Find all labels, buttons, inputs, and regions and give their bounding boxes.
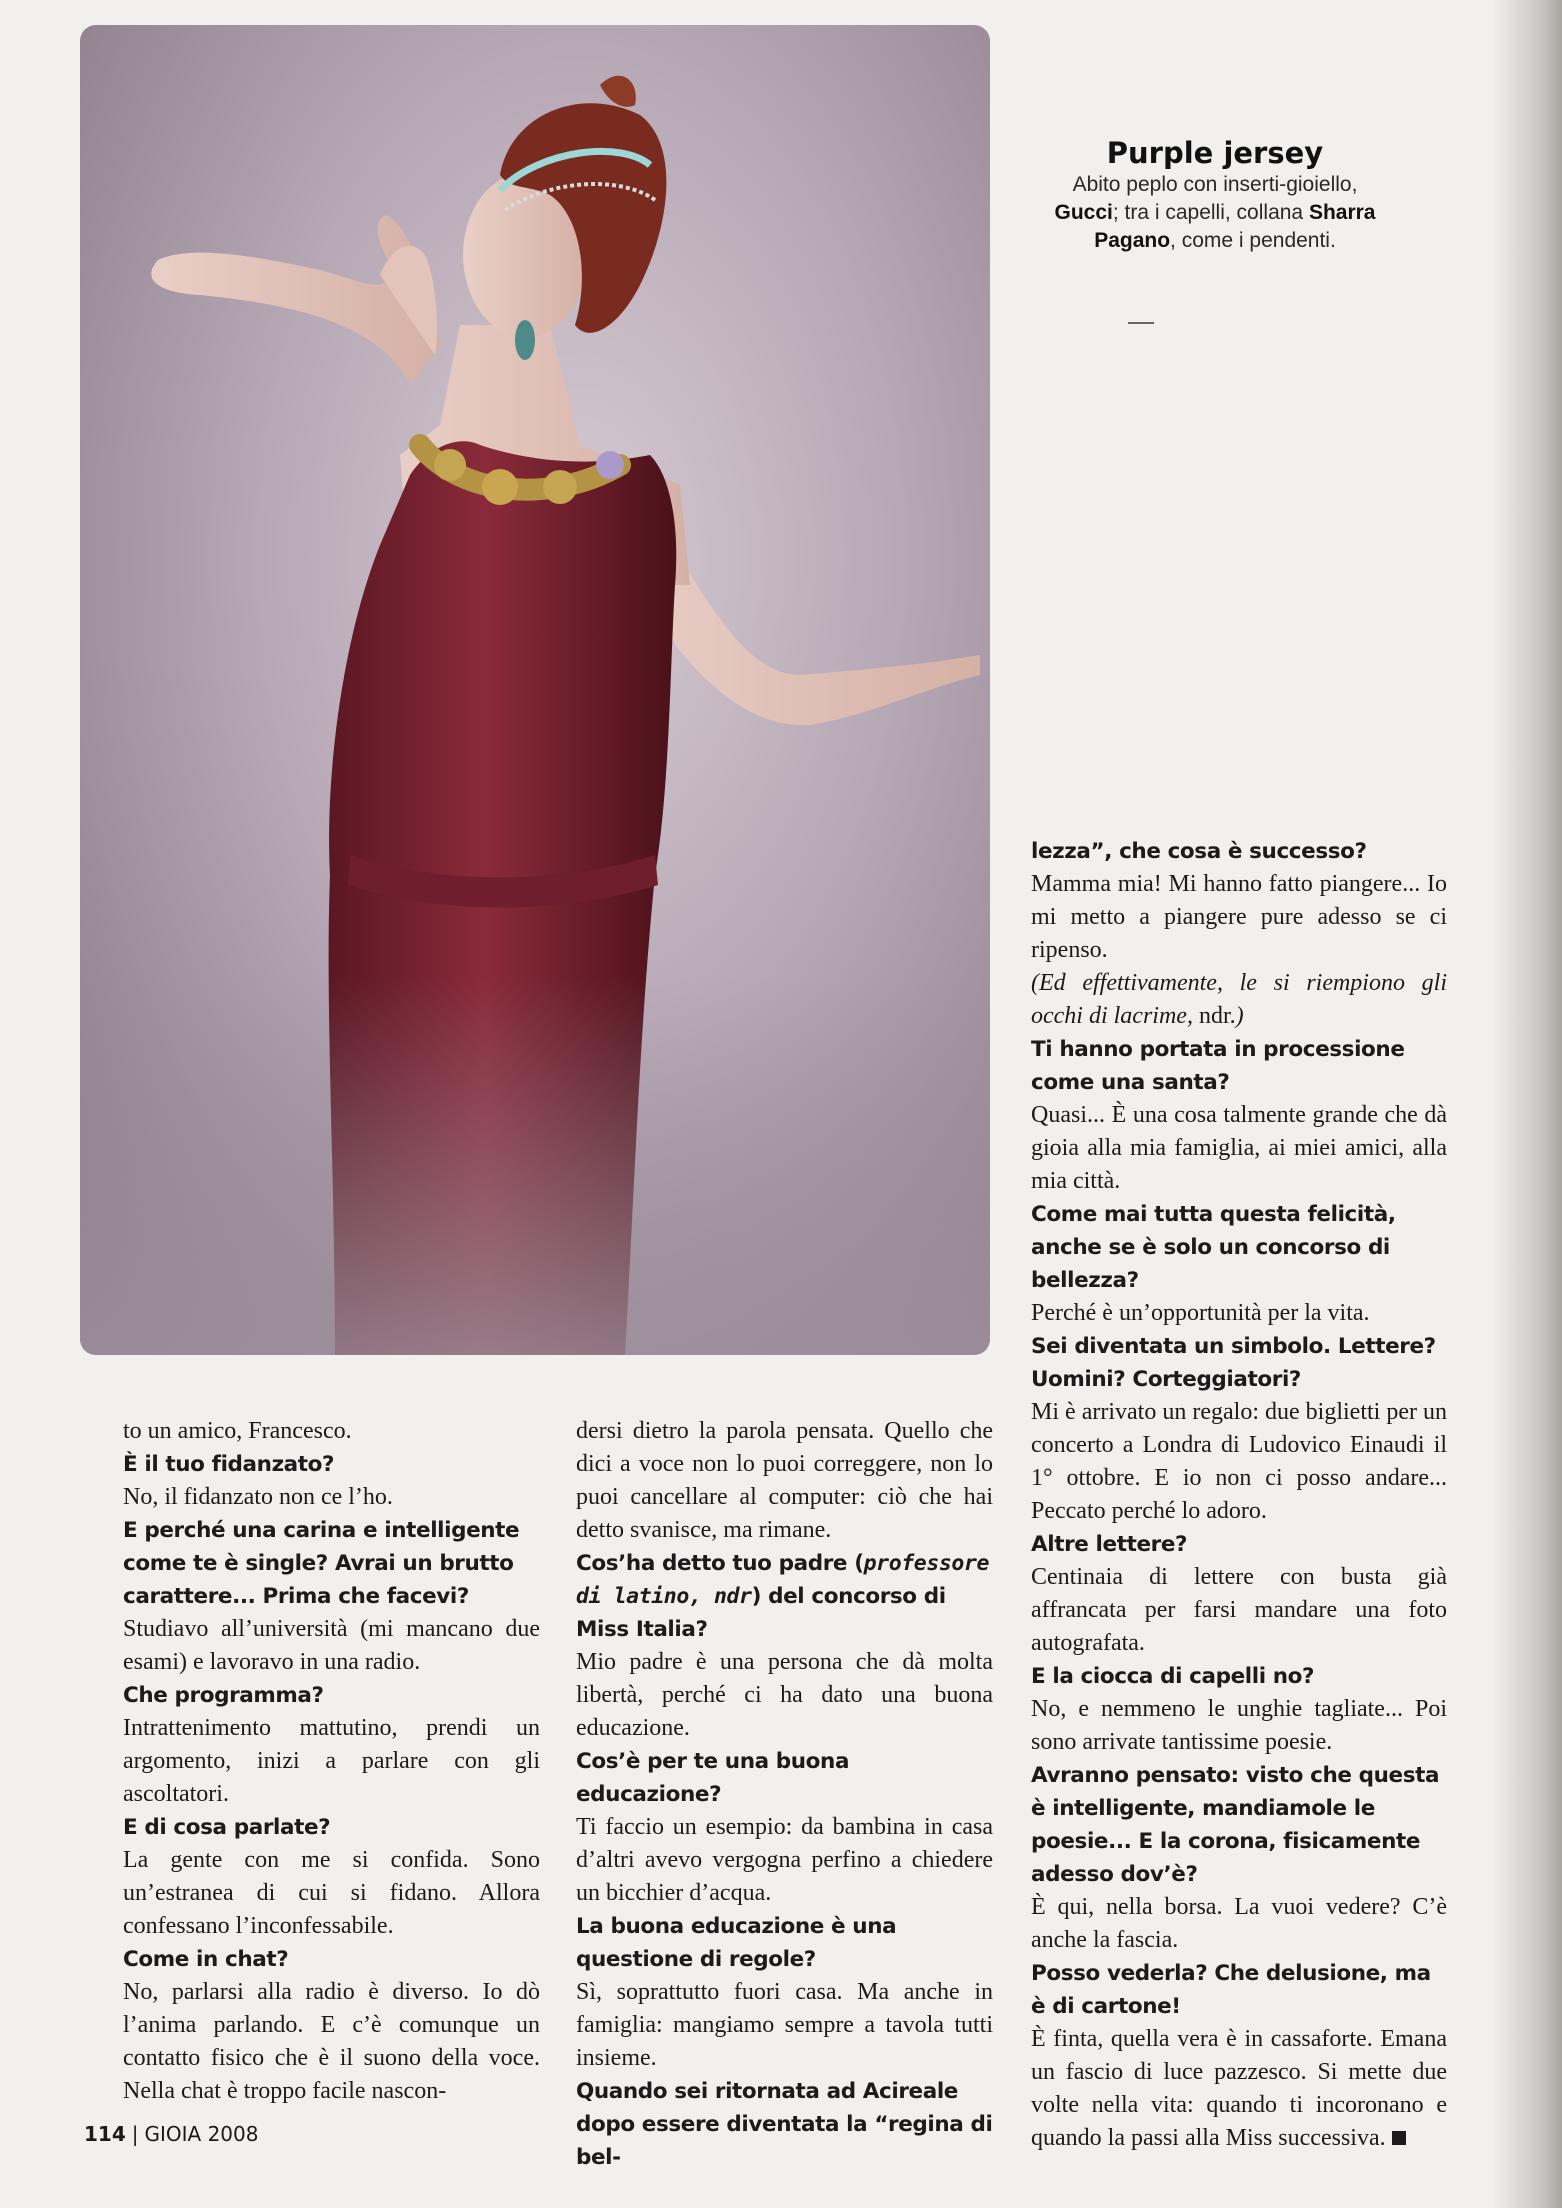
answer-text: La gente con me si confida. Sono un’estranea di cui si fidano. Allora confessano l’inconfessabile.: [123, 1847, 540, 1939]
end-mark-icon: [1392, 2131, 1406, 2145]
caption-brand: Gucci: [1054, 201, 1113, 224]
caption-text: ; tra i capelli, collana: [1112, 201, 1309, 224]
floor-fade: [80, 975, 990, 1355]
question-part: ) del concorso di Miss Italia?: [576, 1584, 946, 1642]
text-column-3: [1031, 835, 1447, 2155]
note-italic: (Ed effettivamente, le si riempiono gli occhi di lacrime,: [1031, 970, 1447, 1029]
answer-text: Intrattenimento mattutino, prendi un argomento, inizi a parlare con gli ascoltatori.: [123, 1715, 540, 1807]
final-answer: È finta, quella vera è in cassaforte. Emana un fascio di luce pazzesco. Si mette due volte nella vita: quando ti incoronano e quando la passi alla Miss successiva.: [1031, 2026, 1447, 2151]
answer-text: Sì, soprattutto fuori casa. Ma anche in famiglia: mangiamo sempre a tavola tutti insieme.: [576, 1979, 993, 2071]
necklace-stone: [434, 449, 466, 481]
question-text: Ti hanno portata in processione come una santa?: [1031, 1037, 1405, 1095]
question-text: Quando sei ritornata ad Acireale dopo essere diventata la “regina di bel-: [576, 2079, 993, 2170]
caption-brand: Sharra Pagano: [1094, 201, 1376, 252]
note-ndr: ndr.: [1192, 1003, 1236, 1029]
answer-text: Studiavo all’università (mi mancano due esami) e lavoravo in una radio.: [123, 1616, 540, 1675]
answer-text: dersi dietro la parola pensata. Quello che dici a voce non lo puoi correggere, non lo puoi cancellare al computer: ciò che hai detto svanisce, ma rimane.: [576, 1418, 993, 1543]
answer-text: Perché è un’opportunità per la vita.: [1031, 1300, 1370, 1326]
page-number: 114: [84, 2122, 126, 2146]
question-text: [576, 1547, 993, 1646]
necklace-stone: [543, 470, 577, 504]
answer-text: No, e nemmeno le unghie tagliate... Poi sono arrivate tantissime poesie.: [1031, 1696, 1447, 1755]
question-text: Come in chat?: [123, 1947, 289, 1972]
question-text: Altre lettere?: [1031, 1532, 1188, 1557]
question-text: La buona educazione è una questione di regole?: [576, 1914, 897, 1972]
question-text: Posso vederla? Che delusione, ma è di cartone!: [1031, 1961, 1431, 2019]
question-text: lezza”, che cosa è successo?: [1031, 839, 1367, 864]
question-text: Come mai tutta questa felicità, anche se è solo un concorso di bellezza?: [1031, 1202, 1396, 1293]
answer-text: Quasi... È una cosa talmente grande che dà gioia alla mia famiglia, ai miei amici, alla mia città.: [1031, 1102, 1447, 1194]
answer-text: [1031, 2023, 1447, 2155]
hair-top: [600, 76, 636, 107]
question-text: Avranno pensato: visto che questa è intelligente, mandiamole le poesie... E la corona, fisicamente adesso dov’è?: [1031, 1763, 1440, 1887]
question-text: Sei diventata un simbolo. Lettere? Uomini? Corteggiatori?: [1031, 1334, 1436, 1392]
question-note: professore di latino, ndr: [576, 1551, 990, 1609]
model-illustration: [80, 25, 990, 1355]
answer-text: No, parlarsi alla radio è diverso. Io dò l’anima parlando. E c’è comunque un contatto fisico che è il suono della voce. Nella chat è troppo facile nascon-: [123, 1979, 540, 2104]
answer-text: Centinaia di lettere con busta già affrancata per farsi mandare una foto autografata.: [1031, 1564, 1447, 1656]
text-column-2: [576, 1415, 993, 2174]
caption-text: Abito peplo con inserti-gioiello,: [1072, 173, 1358, 196]
text-column-1: [123, 1415, 540, 2108]
question-text: E di cosa parlate?: [123, 1815, 331, 1840]
necklace-stone: [596, 451, 624, 479]
answer-text: Ti faccio un esempio: da bambina in casa d’altri avevo vergogna perfino a chiedere un bicchier d’acqua.: [576, 1814, 993, 1906]
answer-text: to un amico, Francesco.: [123, 1418, 352, 1444]
page-gutter-shadow: [1492, 0, 1562, 2208]
caption-title: Purple jersey: [1106, 136, 1324, 170]
arm-raised: [151, 215, 440, 385]
answer-text: Mi è arrivato un regalo: due biglietti per un concerto a Londra di Ludovico Einaudi il 1° ottobre. E io non ci posso andare... Peccato perché lo adoro.: [1031, 1399, 1447, 1524]
fashion-photo: [80, 25, 990, 1355]
answer-text: Mio padre è una persona che dà molta libertà, perché ci ha dato una buona educazione.: [576, 1649, 993, 1741]
note-italic: ): [1235, 1003, 1244, 1029]
earring: [515, 320, 535, 360]
publication-name: GIOIA 2008: [144, 2122, 259, 2146]
answer-text: È qui, nella borsa. La vuoi vedere? C’è anche la fascia.: [1031, 1894, 1447, 1953]
caption-divider: [1128, 322, 1154, 324]
footer-separator: |: [131, 2122, 139, 2146]
answer-text: No, il fidanzato non ce l’ho.: [123, 1484, 393, 1510]
editor-note: [1031, 967, 1447, 1033]
page-footer: [84, 2122, 258, 2146]
caption-text: , come i pendenti.: [1170, 229, 1336, 252]
question-text: Che programma?: [123, 1683, 324, 1708]
question-text: E la ciocca di capelli no?: [1031, 1664, 1315, 1689]
question-text: È il tuo fidanzato?: [123, 1452, 335, 1477]
question-text: E perché una carina e intelligente come te è single? Avrai un brutto carattere... Prima che facevi?: [123, 1518, 520, 1609]
photo-caption: [1040, 135, 1390, 255]
necklace-stone: [482, 469, 518, 505]
question-part: Cos’ha detto tuo padre (: [576, 1551, 864, 1576]
question-text: Cos’è per te una buona educazione?: [576, 1749, 850, 1807]
answer-text: Mamma mia! Mi hanno fatto piangere... Io mi metto a piangere pure adesso se ci ripenso.: [1031, 871, 1447, 963]
